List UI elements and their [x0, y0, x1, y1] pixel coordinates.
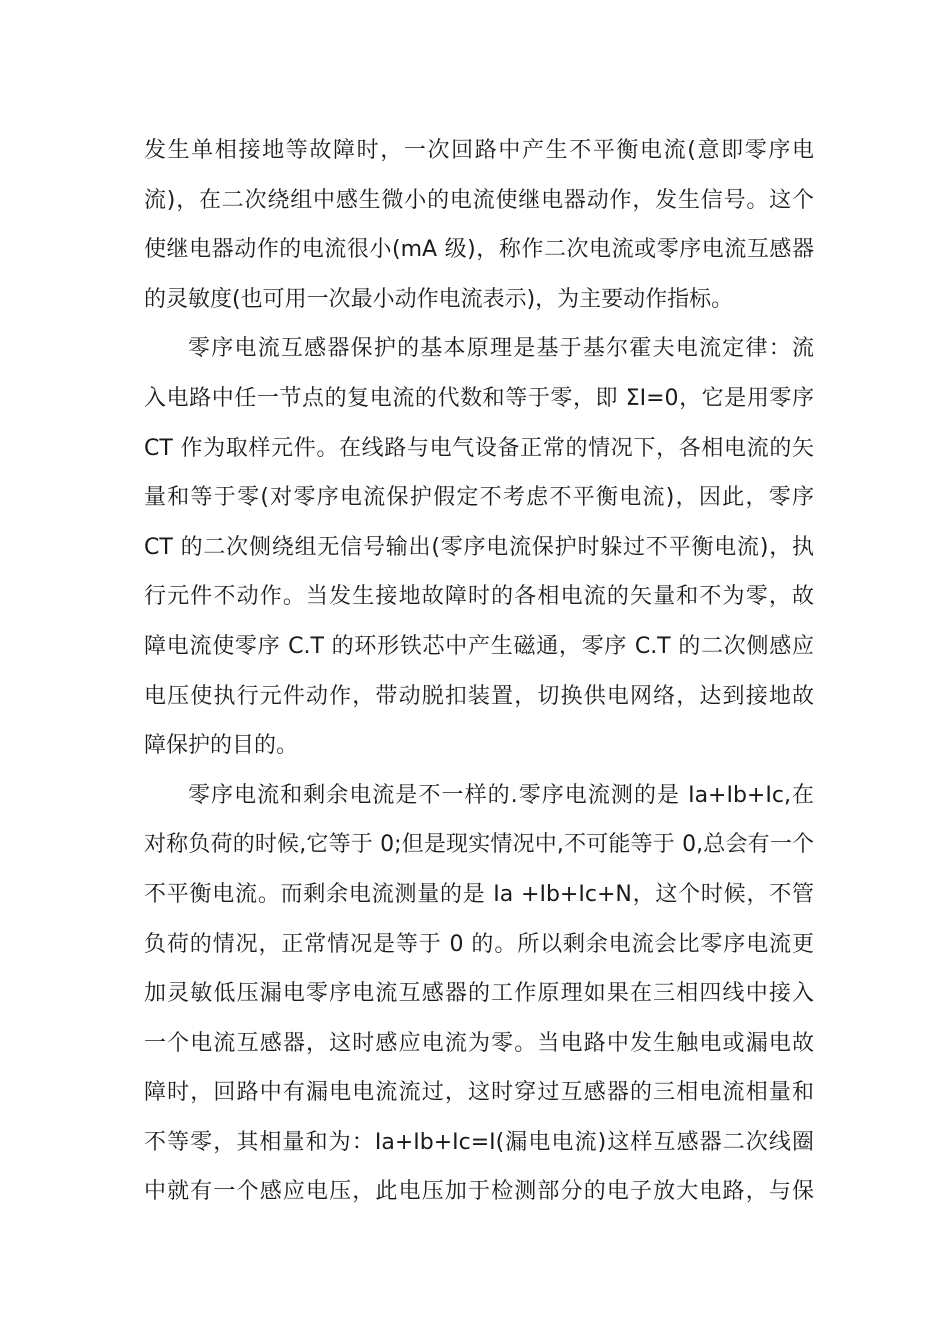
text-line: 入电路中任一节点的复电流的代数和等于零，即 ΣI=0，它是用零序: [144, 385, 814, 411]
text-line: 对称负荷的时候,它等于 0;但是现实情况中,不可能等于 0,总会有一个: [144, 832, 814, 858]
text-line: 电压使执行元件动作，带动脱扣装置，切换供电网络，达到接地故: [144, 683, 814, 709]
text-line: 零序电流互感器保护的基本原理是基于基尔霍夫电流定律：流: [188, 336, 814, 362]
text-line: 负荷的情况，正常情况是等于 0 的。所以剩余电流会比零序电流更: [144, 931, 814, 957]
text-line: 障保护的目的。: [144, 733, 299, 759]
text-line: 不等零，其相量和为：Ia+Ib+Ic=I(漏电电流)这样互感器二次线圈: [144, 1129, 814, 1155]
text-line: 障电流使零序 C.T 的环形铁芯中产生磁通，零序 C.T 的二次侧感应: [144, 633, 814, 659]
paragraph-3: [144, 771, 814, 1217]
text-line: 流)，在二次绕组中感生微小的电流使继电器动作，发生信号。这个: [144, 187, 814, 213]
text-line: 中就有一个感应电压，此电压加于检测部分的电子放大电路，与保: [144, 1179, 814, 1205]
text-line: 量和等于零(对零序电流保护假定不考虑不平衡电流)，因此，零序: [144, 485, 814, 511]
text-line: 不平衡电流。而剩余电流测量的是 Ia +Ib+Ic+N，这个时候，不管: [144, 881, 814, 907]
text-line: 行元件不动作。当发生接地故障时的各相电流的矢量和不为零，故: [144, 584, 814, 610]
text-line: 使继电器动作的电流很小(mA 级)，称作二次电流或零序电流互感器: [144, 237, 814, 263]
paragraph-1: [144, 126, 814, 324]
text-line: CT 作为取样元件。在线路与电气设备正常的情况下，各相电流的矢: [144, 435, 814, 461]
text-line: 发生单相接地等故障时，一次回路中产生不平衡电流(意即零序电: [144, 138, 814, 163]
text-line: CT 的二次侧绕组无信号输出(零序电流保护时躲过不平衡电流)，执: [144, 534, 814, 560]
text-line: 加灵敏低压漏电零序电流互感器的工作原理如果在三相四线中接入: [144, 981, 814, 1007]
text-line: 障时，回路中有漏电电流流过，这时穿过互感器的三相电流相量和: [144, 1080, 814, 1106]
text-line: 零序电流和剩余电流是不一样的.零序电流测的是 Ia+Ib+Ic,在: [188, 782, 814, 808]
text-line: 一个电流互感器，这时感应电流为零。当电路中发生触电或漏电故: [144, 1030, 814, 1056]
paragraph-2: [144, 324, 814, 770]
text-line: 的灵敏度(也可用一次最小动作电流表示)，为主要动作指标。: [144, 286, 734, 312]
document-body: [144, 126, 814, 1217]
